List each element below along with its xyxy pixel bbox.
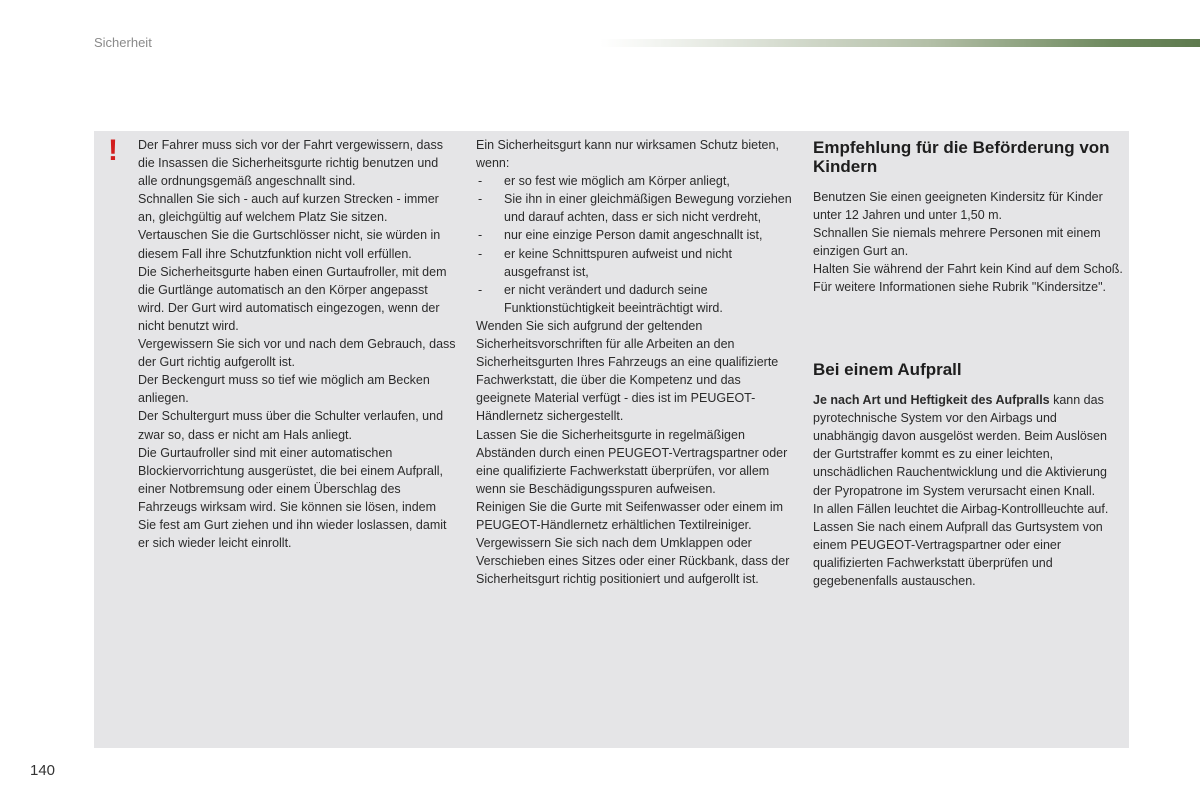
dash-bullet: - [478, 282, 483, 297]
column-belt-protection [476, 136, 796, 588]
list-item-text: er so fest wie möglich am Körper anliegt, [504, 174, 730, 189]
warning-exclamation-icon: ! [108, 134, 118, 167]
paragraph: Schnallen Sie sich - auch auf kurzen Strecken - immer an, gleichgültig auf welchem Platz Sie sitzen. [138, 192, 439, 225]
dash-bullet: - [478, 246, 483, 261]
paragraph: Schnallen Sie niemals mehrere Personen mit einem einzigen Gurt an. [813, 226, 1101, 259]
dash-bullet: - [478, 228, 483, 243]
paragraph: Vergewissern Sie sich vor und nach dem Gebrauch, dass der Gurt richtig aufgerollt ist. [138, 337, 456, 370]
list-item-text: er keine Schnittspuren aufweist und nicht ausgefranst ist, [504, 246, 732, 279]
list-item [476, 190, 796, 226]
list-item-text: Sie ihn in einer gleichmäßigen Bewegung vorziehen und darauf achten, dass er sich nicht verdreht, [504, 192, 792, 225]
list-item-text: nur eine einzige Person damit angeschnallt ist, [504, 228, 763, 243]
section-header-title: Sicherheit [94, 35, 152, 50]
paragraph: Reinigen Sie die Gurte mit Seifenwasser oder einem im PEUGEOT-Händlernetz erhältlichen Textilreiniger. [476, 499, 784, 532]
paragraph: Vertauschen Sie die Gurtschlösser nicht, sie würden in diesem Fall ihre Schutzfunktion nicht voll erfüllen. [138, 228, 441, 261]
paragraph: Für weitere Informationen siehe Rubrik "Kindersitze". [813, 280, 1107, 295]
list-intro: Ein Sicherheitsgurt kann nur wirksamen Schutz bieten, wenn: [476, 138, 779, 171]
paragraph: Der Fahrer muss sich vor der Fahrt vergewissern, dass die Insassen die Sicherheitsgurte richtig benutzen und alle ordnungsgemäß angeschnallt sind. [138, 138, 443, 189]
column-children-impact [813, 139, 1123, 590]
page-number: 140 [30, 762, 56, 779]
list-item [476, 172, 796, 190]
list-item [476, 226, 796, 244]
paragraph: Der Schultergurt muss über die Schulter verlaufen, und zwar so, dass er nicht am Hals anliegt. [138, 409, 444, 442]
paragraph: Die Gurtaufroller sind mit einer automatischen Blockiervorrichtung ausgerüstet, die bei einem Aufprall, einer Notbremsung oder einem Überschlag des Fahrzeugs wirksam wird. Sie können sie lösen, indem Sie fest am Gurt ziehen und ihn wieder loslassen, damit er sich wieder leicht einrollt. [138, 445, 447, 551]
paragraph: Benutzen Sie einen geeigneten Kindersitz für Kinder unter 12 Jahren und unter 1,50 m. [813, 190, 1103, 223]
paragraph: Wenden Sie sich aufgrund der geltenden Sicherheitsvorschriften für alle Arbeiten an den Sicherheitsgurten Ihres Fahrzeugs an eine qualifizierte Fachwerkstatt, die über die Kompetenz und das geeignete Material verfügt - dies ist im PEUGEOT-Händlernetz sichergestellt. [476, 318, 779, 424]
header-accent-bar [600, 39, 1200, 47]
lead-text: kann das pyrotechnische System vor den Airbags und unabhängig davon ausgelöst werden. Beim Auslösen der Gurtstraffer kommt es zu einer leichten, unschädlichen Rauchentwicklung und die Aktivierung der Pyropatrone im System verursacht einen Knall. [813, 393, 1107, 498]
list-item [476, 245, 796, 281]
paragraph: Lassen Sie nach einem Aufprall das Gurtsystem von einem PEUGEOT-Vertragspartner oder einer qualifizierten Fachwerkstatt überprüfen und gegebenenfalls austauschen. [813, 519, 1103, 588]
paragraph: Lassen Sie die Sicherheitsgurte in regelmäßigen Abständen durch einen PEUGEOT-Vertragspartner oder eine qualifizierte Fachwerkstatt überprüfen, vor allem wenn sie Beschädigungsspuren aufweisen. [476, 427, 788, 496]
paragraph-impact-lead [813, 391, 1123, 500]
column-warning [138, 136, 456, 552]
heading-impact: Bei einem Aufprall [813, 359, 962, 379]
list-item [476, 281, 796, 317]
lead-bold-text: Je nach Art und Heftigkeit des Aufpralls [813, 393, 1050, 408]
paragraph: Halten Sie während der Fahrt kein Kind auf dem Schoß. [813, 262, 1123, 277]
paragraph: In allen Fällen leuchtet die Airbag-Kontrollleuchte auf. [813, 501, 1109, 516]
paragraph: Vergewissern Sie sich nach dem Umklappen oder Verschieben eines Sitzes oder einer Rückbank, dass der Sicherheitsgurt richtig positioniert und aufgerollt ist. [476, 536, 790, 587]
list-item-text: er nicht verändert und dadurch seine Funktionstüchtigkeit beeinträchtigt wird. [504, 282, 723, 315]
paragraph: Der Beckengurt muss so tief wie möglich am Becken anliegen. [138, 373, 430, 406]
dash-bullet: - [478, 192, 483, 207]
heading-child-transport: Empfehlung für die Beförderung von Kindern [813, 138, 1110, 176]
paragraph: Die Sicherheitsgurte haben einen Gurtaufroller, mit dem die Gurtlänge automatisch an den Körper angepasst wird. Der Gurt wird automatisch eingezogen, wenn der nicht benutzt wird. [138, 264, 447, 333]
dash-bullet: - [478, 174, 483, 189]
